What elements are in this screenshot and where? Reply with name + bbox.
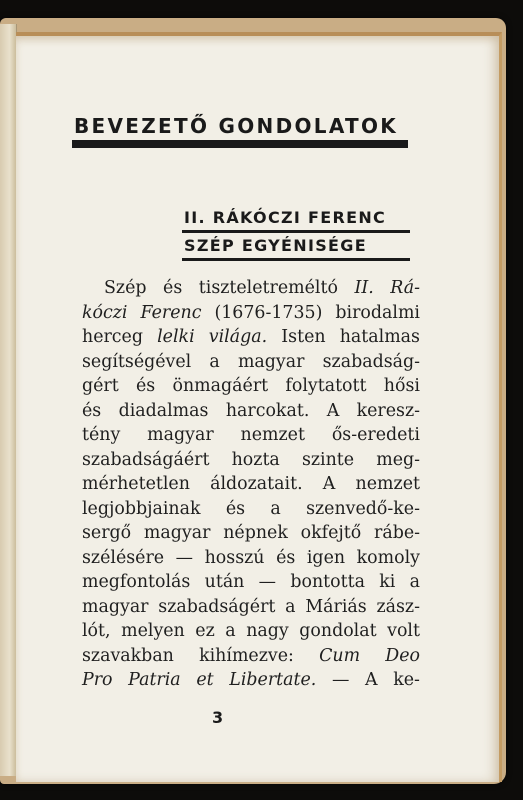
word: magyar [237, 351, 305, 372]
text-line [82, 276, 420, 301]
word: herceg [82, 327, 143, 347]
word: lelki [157, 327, 195, 347]
word: magyar [143, 523, 211, 543]
word: hozta [231, 449, 280, 470]
section-title-line-1: II. RÁKÓCZI FERENC [184, 208, 387, 227]
word: megfontolás [82, 572, 191, 592]
word: és [276, 547, 296, 568]
word: zász- [376, 596, 420, 617]
text-line [82, 374, 420, 399]
word: a [270, 498, 281, 519]
section-title-rule-2 [182, 258, 410, 261]
word: után [204, 572, 245, 592]
word: Deo [385, 645, 420, 666]
word: diadalmas [118, 400, 209, 421]
word: bontotta [290, 572, 365, 592]
word: legjobbjainak [82, 498, 201, 519]
heading-underline [72, 140, 408, 148]
body-paragraph [82, 276, 420, 693]
word: Rá- [390, 278, 420, 298]
word: A [322, 474, 336, 494]
word: és [136, 376, 156, 396]
word: Libertate. [229, 670, 317, 690]
word: kóczi [82, 302, 128, 323]
word: népnek [223, 523, 288, 543]
word: Szép [104, 278, 147, 298]
word: nagy [246, 621, 289, 641]
word: Cum [319, 645, 361, 666]
word: A [326, 400, 340, 421]
book-page [16, 32, 502, 782]
word: szinte [301, 449, 355, 470]
word: Isten [281, 327, 326, 347]
word: Patria [128, 670, 181, 690]
text-line [82, 399, 420, 424]
word: tény [82, 425, 121, 445]
text-line [82, 570, 420, 595]
word: szabadságáért [82, 449, 210, 470]
word: és [163, 278, 183, 298]
word: világa. [208, 327, 268, 347]
word: — [175, 547, 194, 568]
word: ki [379, 572, 396, 592]
word: hosszú [204, 547, 265, 568]
word: meg- [376, 449, 420, 470]
text-line [82, 521, 420, 546]
section-title-line-2: SZÉP EGYÉNISÉGE [184, 236, 367, 255]
word: a [209, 351, 220, 372]
text-line [82, 619, 420, 644]
word: folytatott [285, 376, 367, 396]
word: II. [354, 278, 374, 298]
word: mérhetetlen [82, 474, 190, 494]
word: okfejtő [300, 523, 362, 543]
word: tiszteletreméltó [198, 278, 338, 298]
word: szabadság- [322, 351, 420, 372]
word: szenvedő-ke- [306, 498, 420, 519]
word: keresz- [356, 400, 420, 421]
word: önmagáért [172, 376, 269, 396]
word: Ferenc [140, 302, 202, 323]
chapter-heading: BEVEZETŐ GONDOLATOK [74, 114, 399, 138]
word: Pro [82, 670, 113, 690]
word: áldozatait. [210, 474, 303, 494]
word: melyen [121, 621, 185, 641]
word: — [331, 670, 350, 690]
word: szélésére [82, 547, 165, 568]
word: magyar [82, 596, 149, 617]
word: igen [306, 547, 346, 568]
word: magyar [147, 425, 214, 445]
word: gondolat [299, 621, 377, 641]
word: ke- [393, 670, 420, 690]
word: ez [195, 621, 215, 641]
word: harcokat. [225, 400, 310, 421]
text-line [82, 668, 420, 693]
word: ős-eredeti [331, 425, 420, 445]
word: kihímezve: [199, 645, 294, 666]
word: szavakban [82, 645, 174, 666]
word: szabadságért [158, 596, 276, 617]
page-number: 3 [212, 708, 224, 727]
word: a [225, 621, 236, 641]
text-line [82, 546, 420, 571]
word: sergő [82, 523, 132, 543]
section-title-rule-1 [182, 230, 410, 233]
word: hősi [383, 376, 420, 396]
word: et [196, 670, 214, 690]
word: és [82, 400, 102, 421]
text-line [82, 448, 420, 473]
word: Máriás [305, 596, 367, 617]
word: lót, [82, 621, 111, 641]
text-line [82, 423, 420, 448]
word: A [365, 670, 378, 690]
text-line [82, 350, 420, 375]
text-line [82, 472, 420, 497]
word: rábe- [374, 523, 420, 543]
word: a [409, 572, 420, 592]
word: nemzet [355, 474, 420, 494]
text-line [82, 301, 420, 326]
word: — [258, 572, 277, 592]
text-line [82, 595, 420, 620]
text-line [82, 325, 420, 350]
text-line [82, 497, 420, 522]
word: volt [387, 621, 420, 641]
word: és [225, 498, 246, 519]
word: hatalmas [339, 327, 420, 347]
word: segítségével [82, 351, 192, 372]
word: gért [82, 376, 119, 396]
word: a [285, 596, 296, 617]
text-line [82, 644, 420, 669]
word: nemzet [240, 425, 305, 445]
word: birodalmi [335, 302, 420, 323]
previous-page-edge [0, 24, 17, 776]
word: komoly [356, 547, 420, 568]
word: (1676-1735) [214, 302, 323, 323]
